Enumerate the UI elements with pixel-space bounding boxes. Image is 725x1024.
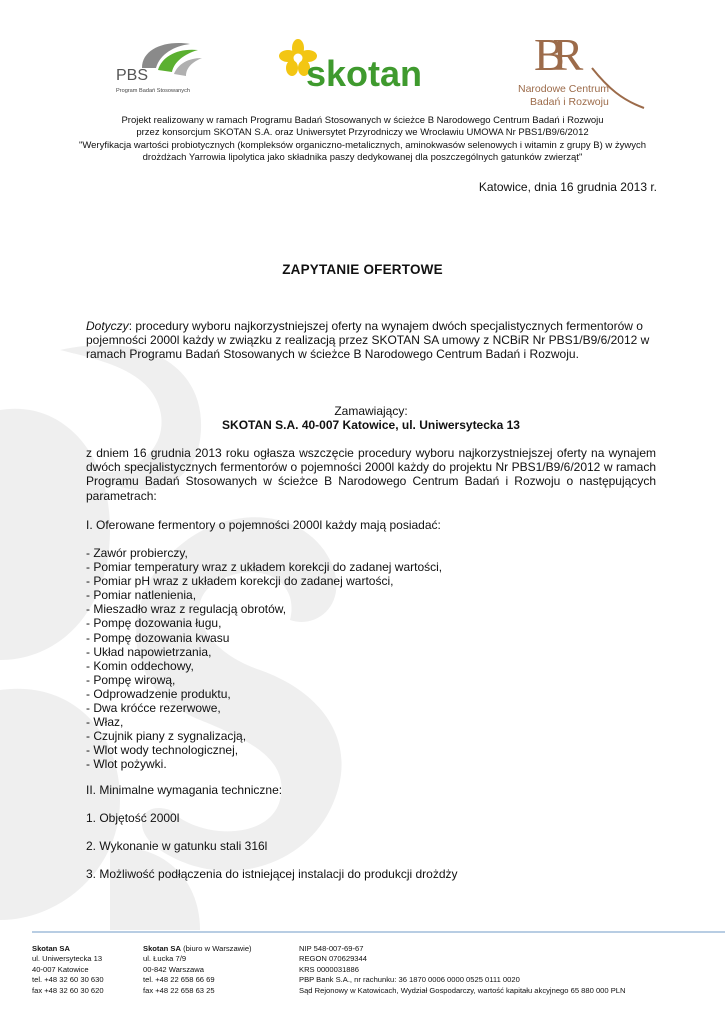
list-item: - Wlot wody technologicznej, <box>86 743 239 758</box>
list-item: - Pompę wirową, <box>86 672 176 687</box>
requirement-item: 1. Objętość 2000l <box>86 811 180 825</box>
footer-line: 00-842 Warszawa <box>143 964 204 974</box>
list-item: - Dwa króćce rezerwowe, <box>86 701 221 716</box>
footer-company-note: (biuro w Warszawie) <box>180 944 252 953</box>
pbs-logo-text: PBS <box>116 67 149 84</box>
footer-company-name: Skotan SA <box>32 944 70 953</box>
intro-paragraph <box>86 319 656 362</box>
skotan-logo <box>276 36 442 92</box>
announcement-paragraph: z dniem 16 grudnia 2013 roku ogłasza wszczęcie procedury wyboru najkorzystniejszej oferty na wynajem dwóch specjalistycznych fermentorów o pojemności 2000l każdy do projektu Nr PBS1/B9/6/2012 w ramach Programu Badań Stosowanych w ścieżce B Narodowego Centrum Badań i Rozwoju o następujących parametrach: <box>86 446 656 503</box>
list-item: - Pompę dozowania kwasu <box>86 630 230 645</box>
section-i-heading: I. Oferowane fermentory o pojemności 2000l każdy mają posiadać: <box>86 518 441 532</box>
list-item: - Komin oddechowy, <box>86 658 194 673</box>
list-item: - Pomiar temperatury wraz z układem korekcji do zadanej wartości, <box>86 560 443 575</box>
footer-line: NIP 548-007-69-67 <box>299 944 364 953</box>
footer-line: PBP Bank S.A., nr rachunku: 36 1870 0006 0000 0525 0111 0020 <box>299 975 520 985</box>
footer-line: fax +48 22 658 63 25 <box>143 985 215 995</box>
list-item: - Zawór probierczy, <box>86 546 188 560</box>
project-header-line: drożdżach Yarrowia lipolytica jako składnika paszy dedykowanej dla poszczególnych gatunków zwierząt" <box>142 151 583 163</box>
pbs-logo <box>112 36 208 96</box>
footer-company-office <box>143 944 252 996</box>
footer-registry <box>299 944 626 996</box>
list-item: - Układ napowietrzania, <box>86 644 212 659</box>
ncbr-logo <box>512 28 652 114</box>
requirement-item: 3. Możliwość podłączenia do istniejącej instalacji do produkcji drożdży <box>86 867 458 881</box>
footer-line: REGON 070629344 <box>299 954 367 964</box>
footer-divider <box>32 931 725 933</box>
intro-colon: : <box>128 319 133 333</box>
footer-line: Sąd Rejonowy w Katowicach, Wydział Gospodarczy, wartość kapitału akcyjnego 65 880 000 PLN <box>299 985 626 995</box>
list-item: - Czujnik piany z sygnalizacją, <box>86 729 247 744</box>
ncbr-logo-letters: BR <box>534 29 572 80</box>
list-item: - Właz, <box>86 715 124 730</box>
project-header <box>60 115 665 164</box>
list-item: - Pompę dozowania ługu, <box>86 616 222 631</box>
client-label: Zamawiający: <box>334 404 408 418</box>
place-date: Katowice, dnia 16 grudnia 2013 r. <box>478 180 657 194</box>
project-header-line: "Weryfikacja wartości probiotycznych (kompleksów organiczno-metalicznych, aminokwasów selenowych i witamin z grupy B) w żywych <box>78 139 647 151</box>
document-title: ZAPYTANIE OFERTOWE <box>282 262 443 277</box>
ncbr-logo-line2: Badań i Rozwoju <box>530 96 609 108</box>
project-header-line: przez konsorcjum SKOTAN S.A. oraz Uniwersytet Przyrodniczy we Wrocławiu UMOWA Nr PBS1/B9/6/2012 <box>136 127 589 139</box>
list-item: - Pomiar natlenienia, <box>86 588 197 603</box>
list-item: - Mieszadło wraz z regulacją obrotów, <box>86 602 287 617</box>
project-header-line: Projekt realizowany w ramach Programu Badań Stosowanych w ścieżce B Narodowego Centrum Badań i Rozwoju <box>121 115 604 126</box>
client-block <box>86 404 656 432</box>
section-ii-heading: II. Minimalne wymagania techniczne: <box>86 783 283 797</box>
client-name: SKOTAN S.A. 40-007 Katowice, ul. Uniwersytecka 13 <box>222 418 520 433</box>
footer-company-name: Skotan SA <box>143 944 181 953</box>
intro-label: Dotyczy <box>86 319 129 333</box>
skotan-logo-text: skotan <box>306 53 423 92</box>
equipment-list <box>86 546 442 772</box>
footer-line: ul. Łucka 7/9 <box>143 954 187 964</box>
list-item: - Pomiar pH wraz z układem korekcji do zadanej wartości, <box>86 574 394 589</box>
pbs-logo-subtitle: Program Badań Stosowanych <box>116 88 191 94</box>
requirement-item: 2. Wykonanie w gatunku stali 316l <box>86 839 268 853</box>
ncbr-logo-line1: Narodowe Centrum <box>518 83 610 95</box>
footer-company-hq <box>32 944 104 996</box>
footer-line: 40-007 Katowice <box>32 964 89 974</box>
list-item: - Odprowadzenie produktu, <box>86 686 231 701</box>
footer-line: fax +48 32 60 30 620 <box>32 985 104 995</box>
footer-line: ul. Uniwersytecka 13 <box>32 954 103 964</box>
intro-text: procedury wyboru najkorzystniejszej oferty na wynajem dwóch specjalistycznych fermentorów o pojemności 2000l każdy w związku z realizacją przez SKOTAN SA umowy z NCBiR Nr PBS1/B9/6/2012 w ramach Programu Badań Stosowanych w ścieżce B Narodowego Centrum Badań i Rozwoju. <box>86 319 650 362</box>
footer-line: tel. +48 22 658 66 69 <box>143 975 215 985</box>
footer-line: tel. +48 32 60 30 630 <box>32 975 104 985</box>
footer-line: KRS 0000031886 <box>299 964 359 974</box>
list-item: - Wlot pożywki. <box>86 757 167 772</box>
